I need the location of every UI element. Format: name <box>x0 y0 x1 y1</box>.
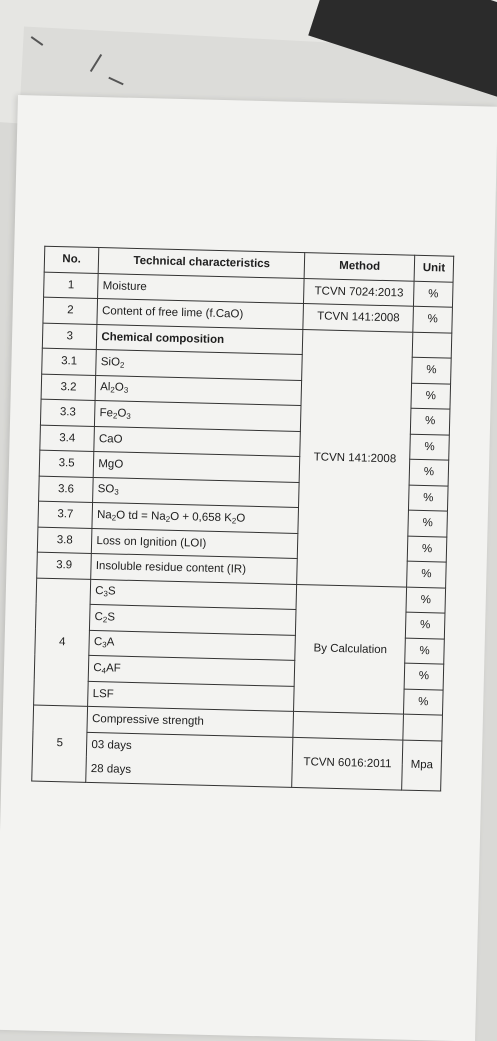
row-unit: % <box>406 587 445 613</box>
row-characteristic: Chemical composition <box>97 324 304 355</box>
row-unit <box>403 714 442 740</box>
row-characteristic: $SO_3$ <box>93 477 300 508</box>
row-unit: % <box>412 357 451 383</box>
row-characteristic: 03 days <box>87 732 294 762</box>
row-unit: % <box>406 612 445 638</box>
row-unit: % <box>408 510 447 536</box>
row-characteristic: $Al_2O_3$ <box>95 375 302 406</box>
row-no: 3.4 <box>40 425 95 452</box>
row-unit: % <box>410 434 449 460</box>
row-no: 3.8 <box>37 527 92 554</box>
row-characteristic: Insoluble residue content (IR) <box>91 553 298 584</box>
calculation-group-no: 4 <box>34 578 91 707</box>
strength-unit: Mpa <box>402 740 442 791</box>
row-unit: % <box>414 281 453 307</box>
row-unit: % <box>413 306 452 332</box>
strength-method: TCVN 6016:2011 <box>292 737 403 790</box>
row-no: 3.6 <box>39 476 94 503</box>
row-unit: % <box>404 689 443 715</box>
row-method <box>293 711 403 739</box>
row-no: 3.5 <box>39 450 94 477</box>
row-characteristic: CaO <box>94 426 301 457</box>
row-no: 3.9 <box>37 552 92 579</box>
row-characteristic: Moisture <box>98 273 305 304</box>
row-characteristic: Content of free lime (f.CaO) <box>97 299 304 330</box>
row-characteristic: SiO$_2$ <box>96 349 303 380</box>
row-characteristic: $C_3A$ <box>89 630 296 661</box>
strength-group-no: 5 <box>32 705 88 782</box>
row-no: 3.1 <box>42 348 97 375</box>
row-characteristic: LSF <box>88 681 295 712</box>
row-characteristic: $C_2S$ <box>90 604 297 635</box>
row-characteristic: $Fe_2O_3$ <box>95 400 302 431</box>
row-method: TCVN 141:2008 <box>303 304 413 332</box>
row-characteristic: 28 days <box>86 757 293 787</box>
row-characteristic: $C_3S$ <box>90 579 297 610</box>
row-method: TCVN 7024:2013 <box>304 278 414 306</box>
row-no: 2 <box>43 297 98 324</box>
document-page <box>0 95 497 1041</box>
row-unit: % <box>411 383 450 409</box>
chemical-method: TCVN 141:2008 <box>297 329 413 587</box>
row-characteristic: $C_4AF$ <box>89 655 296 686</box>
row-unit: % <box>407 561 446 587</box>
row-characteristic: MgO <box>93 451 300 482</box>
row-no: 3.2 <box>41 374 96 401</box>
row-no: 1 <box>44 272 99 299</box>
row-characteristic: $Na_2O$ td = $Na_2O + 0,658$ $K_2O$ <box>92 502 299 533</box>
header-unit: Unit <box>414 255 453 281</box>
header-method: Method <box>304 253 414 281</box>
row-unit: % <box>409 459 448 485</box>
row-no: 3.7 <box>38 501 93 528</box>
technical-characteristics-table <box>31 246 454 791</box>
row-no: 3 <box>42 323 97 350</box>
row-unit: % <box>409 485 448 511</box>
row-unit <box>412 332 451 358</box>
header-no: No. <box>44 246 99 273</box>
row-unit: % <box>404 663 443 689</box>
row-unit: % <box>410 408 449 434</box>
header-characteristics: Technical characteristics <box>98 248 305 279</box>
row-characteristic: Loss on Ignition (LOI) <box>92 528 299 559</box>
row-unit: % <box>407 536 446 562</box>
row-unit: % <box>405 638 444 664</box>
calculation-method: By Calculation <box>294 584 407 714</box>
row-no: 3.3 <box>40 399 95 426</box>
row-characteristic: Compressive strength <box>87 706 294 737</box>
